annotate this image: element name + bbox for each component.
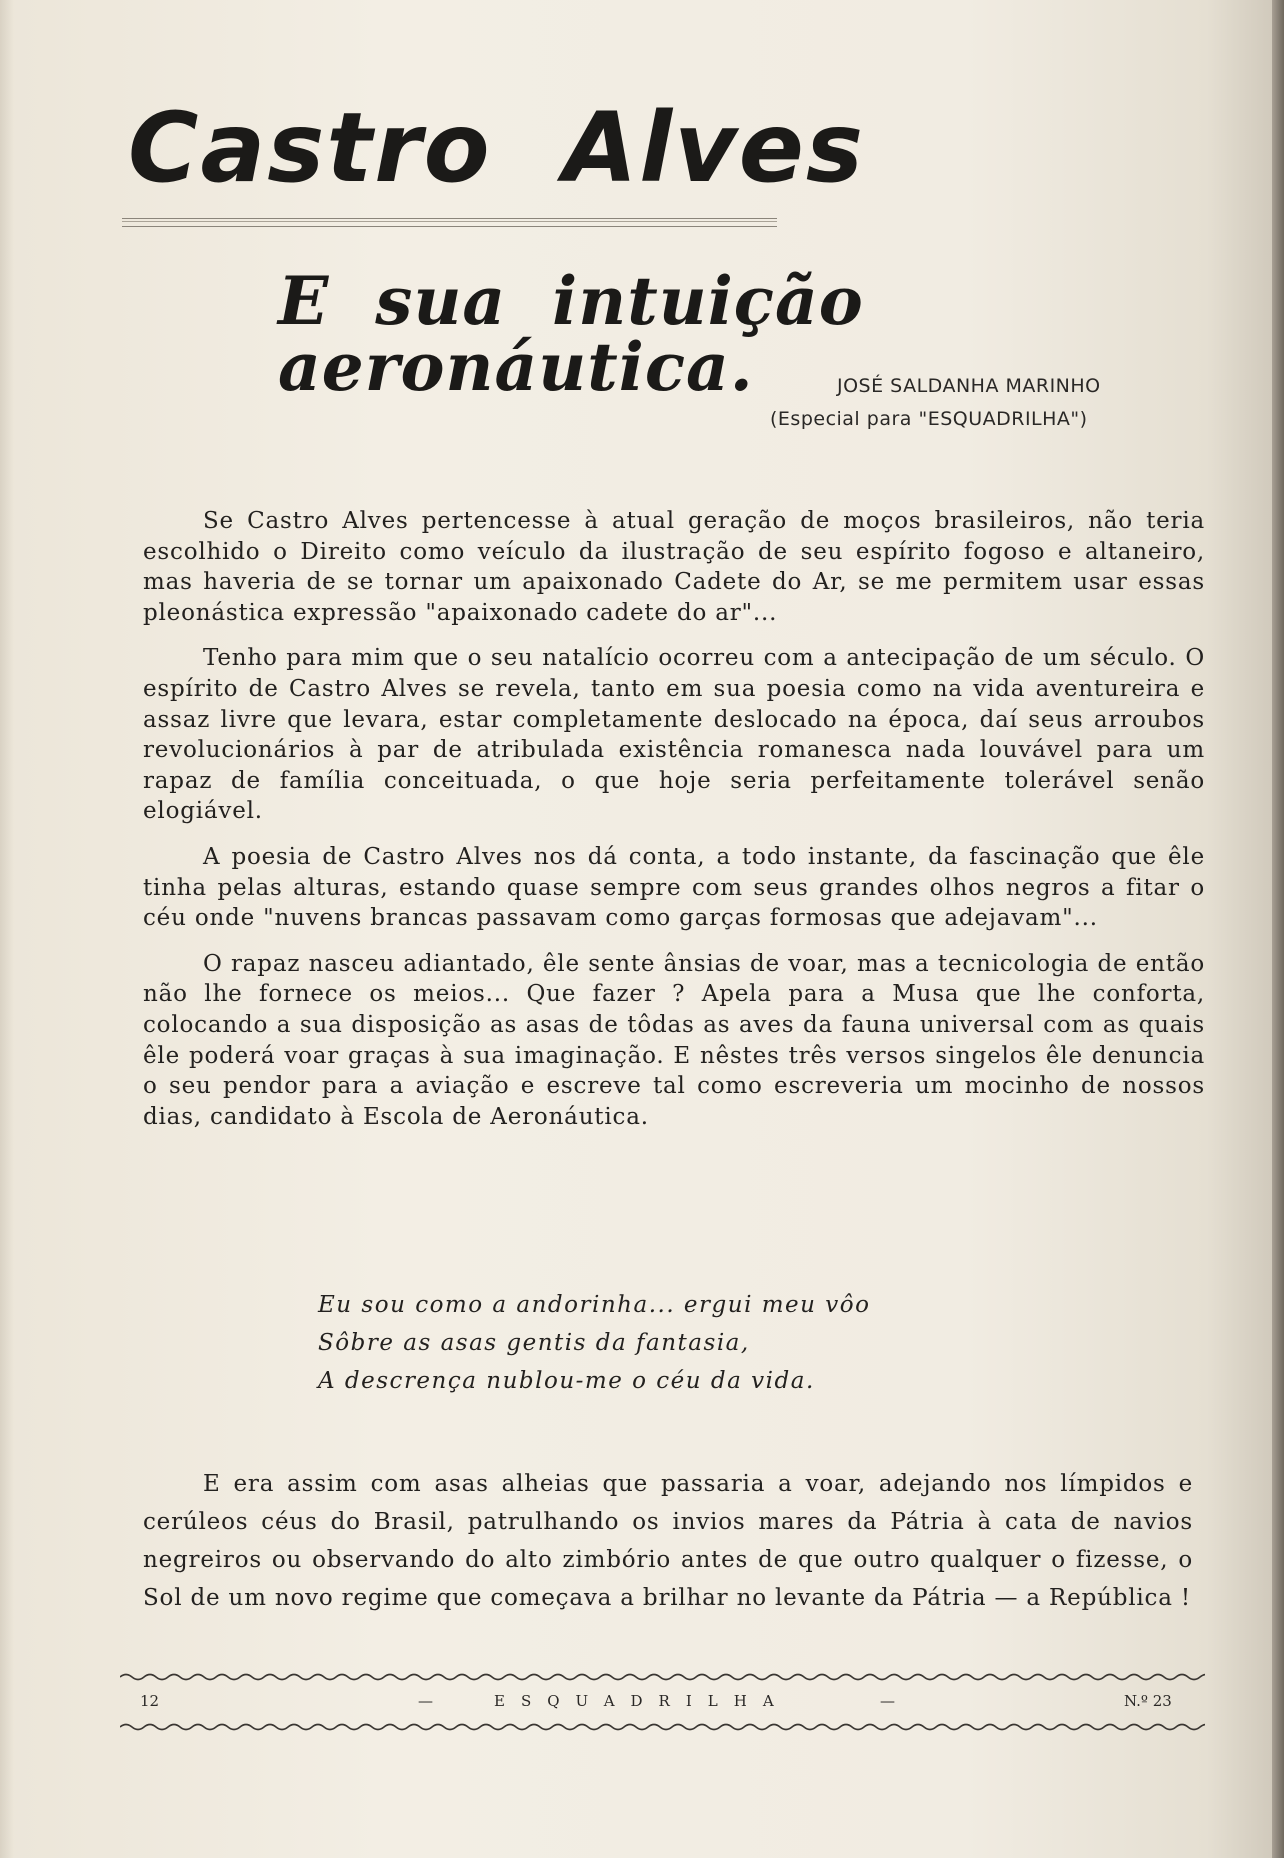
page-number: 12 <box>140 1692 160 1710</box>
footer-wave-top <box>120 1672 1205 1682</box>
magazine-name: ESQUADRILHA <box>494 1692 790 1710</box>
poem-line: Eu sou como a andorinha... ergui meu vôo <box>318 1292 871 1318</box>
page-left-edge <box>0 0 14 1858</box>
paragraph: O rapaz nasceu adiantado, êle sente ânsias de voar, mas a tecnicologia de então não lhe fornece os meios... Que fazer ? Apela para a Musa que lhe conforta, colocando a sua disposição as asas de tôdas as aves da fauna universal com as quais êle poderá voar graças à sua imaginação. E nêstes três versos singelos êle denuncia o seu pendor para a aviação e escreve tal como escreveria um mocinho de nossos dias, candidato à Escola de Aeronáutica. <box>143 950 1205 1130</box>
poem-quote <box>318 1286 1018 1400</box>
footer-dash: — <box>418 1692 433 1710</box>
poem-line: A descrença nublou-me o céu da vida. <box>318 1368 815 1394</box>
paragraph: Tenho para mim que o seu natalício ocorreu com a antecipação de um século. O espírito de Castro Alves se revela, tanto em sua poesia como na vida aventureira e assaz livre que levara, estar completamente deslocado na época, daí seus arroubos revolucionários à par de atribulada existência romanesca nada louvável para um rapaz de família conceituada, o que hoje seria perfeitamente tolerável senão elogiável. <box>143 645 1205 825</box>
byline <box>770 375 1170 441</box>
author-name: JOSÉ SALDANHA MARINHO <box>837 375 1101 397</box>
article-subtitle: E sua intuição aeronáutica. <box>278 262 864 406</box>
closing-paragraph <box>143 1465 1193 1617</box>
issue-number: N.º 23 <box>1124 1692 1172 1710</box>
article-title: Castro Alves <box>128 92 866 204</box>
special-note: (Especial para "ESQUADRILHA") <box>770 408 1088 430</box>
paragraph: A poesia de Castro Alves nos dá conta, a todo instante, da fascinação que êle tinha pelas alturas, estando quase sempre com seus grandes olhos negros a fitar o céu onde "nuvens brancas passavam como garças formosas que adejavam"... <box>143 843 1205 932</box>
paragraph: E era assim com asas alheias que passaria a voar, adejando nos límpidos e cerúleos céus do Brasil, patrulhando os invios mares da Pátria à cata de navios negreiros ou observando do alto zimbório antes de que outro qualquer o fizesse, o Sol de um novo regime que começava a brilhar no levante da Pátria — a República ! <box>143 1471 1193 1611</box>
footer-dash: — <box>880 1692 895 1710</box>
page-footer <box>140 1690 1200 1716</box>
footer-wave-bottom <box>120 1722 1205 1732</box>
paragraph: Se Castro Alves pertencesse à atual geração de moços brasileiros, não teria escolhido o Direito como veículo da ilustração de seu espírito fogoso e altaneiro, mas haveria de se tornar um apaixonado Cadete do Ar, se me permitem usar essas pleonástica expressão "apaixonado cadete do ar"... <box>143 508 1205 626</box>
title-rule <box>122 218 777 227</box>
article-body <box>143 506 1205 1147</box>
poem-line: Sôbre as asas gentis da fantasia, <box>318 1330 750 1356</box>
